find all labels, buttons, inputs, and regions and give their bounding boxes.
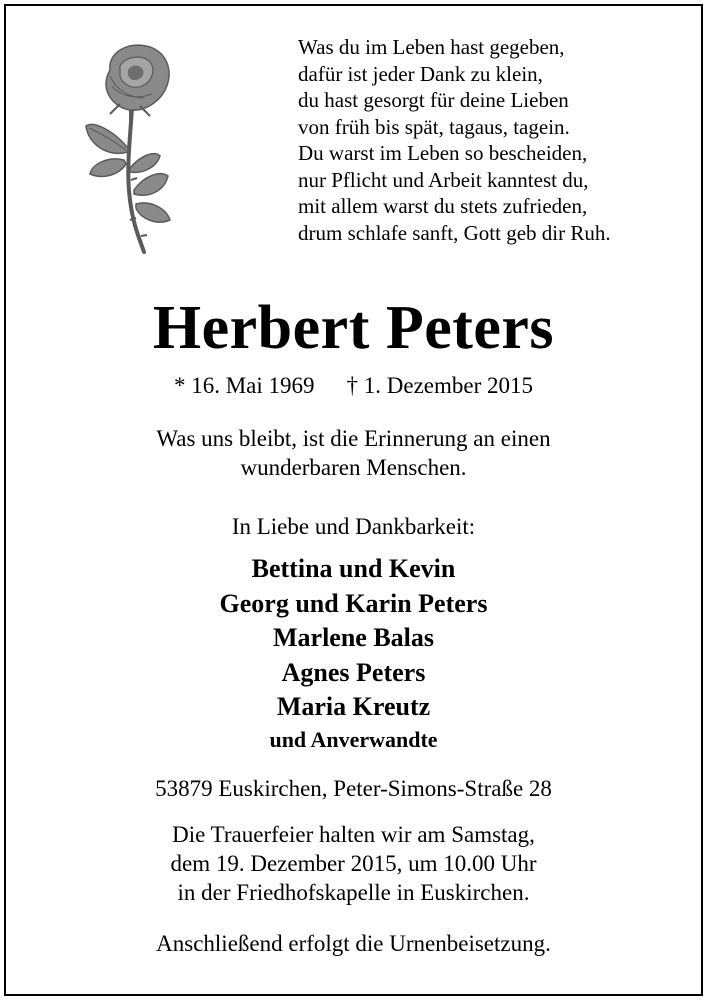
thanks-text: In Liebe und Dankbarkeit: [231,514,476,539]
poem-line: mit allem warst du stets zufrieden, [298,194,588,218]
poem-line: nur Pflicht und Arbeit kanntest du, [298,167,589,192]
poem [298,34,611,246]
birth-date: * 16. Mai 1969 [173,373,315,398]
address-text: 53879 Euskirchen, Peter-Simons-Straße 28 [155,776,552,801]
family-member: Maria Kreutz [276,692,431,721]
family-member: Georg und Karin Peters [219,588,488,618]
family-member: Bettina und Kevin [251,554,456,583]
poem-line: Was du im Leben hast gegeben, [298,35,565,59]
funeral-line: in der Friedhofskapelle in Euskirchen. [177,880,530,905]
family-member: Marlene Balas [272,623,435,652]
relatives-text: und Anverwandte [269,727,438,752]
family-member: Agnes Peters [281,657,426,687]
poem-line: dafür ist jeder Dank zu klein, [298,61,543,86]
death-date: † 1. Dezember 2015 [346,373,534,398]
memory-line: wunderbaren Menschen. [240,455,467,480]
deceased-name: Herbert Peters [152,294,555,362]
memory-text [0,424,707,482]
family-list [0,552,707,725]
rose-icon [80,40,190,260]
poem-line: du hast gesorgt für deine Lieben [298,88,569,112]
poem-line: drum schlafe sanft, Gott geb dir Ruh. [298,220,611,245]
memory-line: Was uns bleibt, ist die Erinnerung an einen [156,426,551,451]
urn-burial-text: Anschließend erfolgt die Urnenbeisetzung. [156,931,551,956]
funeral-line: dem 19. Dezember 2015, um 10.00 Uhr [170,851,537,876]
poem-line: von früh bis spät, tagaus, tagein. [298,114,570,139]
life-dates [0,372,707,400]
funeral-info [0,820,707,907]
funeral-line: Die Trauerfeier halten wir am Samstag, [172,822,535,847]
poem-line: Du warst im Leben so bescheiden, [298,141,588,165]
